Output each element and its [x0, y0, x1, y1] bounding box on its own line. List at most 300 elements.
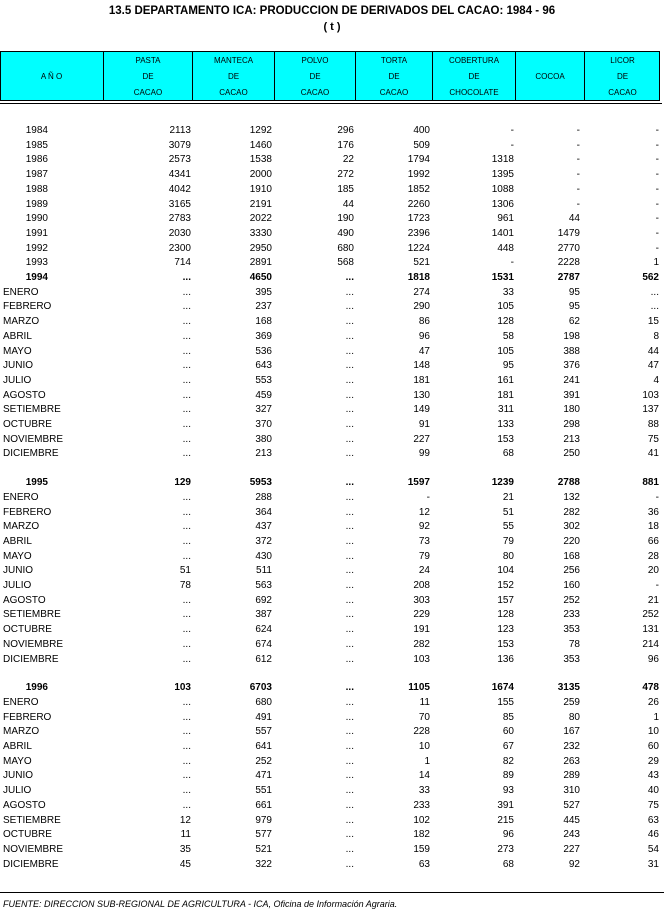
table-cell: 327 — [255, 404, 272, 416]
header-line: CHOCOLATE — [449, 87, 499, 97]
table-cell: - — [655, 580, 659, 591]
table-cell: 250 — [563, 448, 580, 460]
month-row — [0, 374, 664, 388]
header-pasta-de-cacao — [103, 52, 192, 100]
table-cell: 136 — [497, 653, 514, 665]
table-cell: ... — [182, 653, 191, 665]
table-cell: 2787 — [557, 272, 580, 283]
header-divider — [0, 103, 662, 104]
table-cell: 2396 — [407, 227, 430, 239]
row-label: 1985 — [25, 139, 48, 151]
table-cell: ... — [182, 448, 191, 460]
row-label: FEBRERO — [3, 711, 52, 723]
row-label: ABRIL — [3, 741, 32, 752]
year-row — [0, 183, 664, 197]
table-cell: 509 — [413, 139, 430, 151]
table-cell: 10 — [647, 726, 659, 738]
table-cell: ... — [345, 609, 354, 621]
table-cell: ... — [182, 799, 191, 811]
table-cell: 213 — [563, 433, 580, 445]
table-cell: ... — [182, 360, 191, 372]
header-manteca-de-cacao — [192, 52, 274, 100]
table-cell: 191 — [413, 624, 430, 636]
row-label: JUNIO — [3, 360, 33, 372]
year-row — [0, 212, 664, 226]
row-label: AGOSTO — [3, 594, 46, 606]
table-cell: 1318 — [491, 154, 514, 166]
table-cell: 1395 — [491, 169, 514, 181]
table-cell: ... — [182, 301, 191, 313]
table-cell: 133 — [497, 419, 514, 430]
table-cell: ... — [650, 286, 659, 298]
row-label: 1988 — [25, 183, 48, 195]
table-cell: ... — [345, 535, 354, 547]
row-label: JULIO — [3, 580, 32, 591]
table-cell: 153 — [497, 433, 514, 445]
table-cell: 149 — [413, 404, 430, 416]
table-cell: 490 — [337, 227, 354, 239]
table-cell: 2891 — [249, 257, 272, 269]
row-label: JULIO — [3, 785, 32, 797]
row-label: 1991 — [25, 227, 48, 239]
table-cell: 5953 — [249, 477, 272, 489]
table-cell: 353 — [563, 653, 580, 665]
table-cell: 6703 — [249, 682, 272, 694]
table-cell: 3330 — [249, 227, 272, 239]
row-label: 1989 — [25, 198, 48, 210]
table-cell: - — [510, 257, 514, 269]
table-cell: - — [510, 139, 514, 151]
month-row — [0, 769, 664, 783]
month-row — [0, 520, 664, 534]
table-cell: ... — [345, 374, 354, 386]
table-cell: 8 — [653, 330, 659, 342]
table-cell: 471 — [255, 770, 272, 782]
table-cell: ... — [345, 726, 354, 738]
table-cell: ... — [345, 594, 354, 606]
table-cell: 311 — [498, 404, 514, 416]
header-line: PASTA — [135, 55, 161, 65]
row-label: 1993 — [25, 257, 48, 269]
table-cell: - — [655, 242, 659, 254]
table-cell: 35 — [179, 843, 191, 855]
table-cell: ... — [182, 609, 191, 621]
table-cell: 491 — [255, 711, 272, 723]
table-cell: 75 — [647, 433, 659, 445]
table-cell: 2022 — [249, 213, 272, 225]
table-cell: 252 — [563, 594, 580, 606]
month-row — [0, 725, 664, 739]
row-label: JULIO — [3, 374, 32, 386]
table-cell: 82 — [502, 755, 514, 767]
table-cell: 400 — [413, 125, 430, 136]
table-cell: 44 — [568, 213, 580, 225]
header-polvo-de-cacao — [274, 52, 355, 100]
table-cell: 92 — [568, 858, 580, 870]
table-cell: 11 — [180, 829, 191, 841]
table-cell: 105 — [497, 345, 514, 357]
table-header — [0, 51, 660, 101]
table-cell: 4650 — [249, 272, 272, 283]
table-cell: 256 — [563, 565, 580, 577]
table-cell: 1597 — [407, 477, 430, 489]
table-cell: ... — [182, 755, 191, 767]
year-row — [0, 271, 664, 285]
table-cell: 46 — [647, 829, 659, 841]
table-cell: - — [576, 125, 580, 136]
table-cell: 233 — [413, 799, 430, 811]
table-cell: 643 — [255, 360, 272, 372]
table-cell: 168 — [255, 316, 272, 328]
table-cell: 51 — [179, 565, 191, 577]
month-row — [0, 564, 664, 578]
table-cell: 70 — [418, 711, 430, 723]
row-label: 1986 — [25, 154, 48, 166]
table-cell: - — [655, 491, 659, 503]
header-line: LICOR — [610, 55, 635, 65]
table-cell: 28 — [647, 550, 659, 562]
table-cell: 47 — [647, 360, 659, 372]
table-cell: 2788 — [557, 477, 580, 489]
table-cell: ... — [345, 521, 354, 533]
month-row — [0, 535, 664, 549]
table-cell: ... — [182, 506, 191, 518]
month-row — [0, 315, 664, 329]
table-cell: 220 — [563, 535, 580, 547]
row-label: NOVIEMBRE — [3, 638, 64, 650]
table-cell: 553 — [255, 374, 272, 386]
table-cell: 252 — [642, 609, 659, 621]
table-cell: 624 — [255, 624, 272, 636]
year-row — [0, 198, 664, 212]
table-cell: 881 — [642, 477, 659, 489]
table-cell: 2950 — [249, 242, 272, 254]
table-cell: 89 — [502, 770, 514, 782]
year-row — [0, 168, 664, 182]
table-cell: ... — [345, 682, 354, 694]
table-cell: ... — [345, 624, 354, 636]
row-label: ENERO — [3, 286, 39, 298]
table-cell: 1910 — [249, 183, 272, 195]
row-label: AGOSTO — [3, 799, 46, 811]
table-cell: 148 — [413, 360, 430, 372]
row-label: DICIEMBRE — [3, 448, 59, 460]
table-cell: 12 — [179, 814, 191, 826]
table-cell: 395 — [255, 286, 272, 298]
header-line: TORTA — [380, 55, 408, 65]
table-cell: 1723 — [407, 213, 430, 225]
month-row — [0, 359, 664, 373]
table-cell: 273 — [497, 843, 514, 855]
table-cell: 128 — [497, 316, 514, 328]
row-label: AGOSTO — [3, 389, 46, 401]
table-cell: ... — [182, 491, 191, 503]
table-cell: 159 — [413, 843, 430, 855]
month-row — [0, 755, 664, 769]
month-row — [0, 389, 664, 403]
table-cell: 674 — [255, 638, 272, 650]
table-cell: - — [655, 198, 659, 210]
header-line: POLVO — [301, 55, 329, 65]
table-cell: 478 — [642, 682, 659, 694]
table-cell: 60 — [502, 726, 514, 738]
table-cell: ... — [650, 301, 659, 313]
table-cell: 1 — [653, 711, 659, 723]
table-cell: 680 — [255, 696, 272, 708]
table-cell: 102 — [413, 814, 430, 826]
table-cell: 2783 — [168, 213, 191, 225]
row-label: ENERO — [3, 696, 39, 708]
table-cell: 353 — [563, 624, 580, 636]
table-cell: 96 — [502, 829, 514, 841]
table-cell: 43 — [647, 770, 659, 782]
table-cell: ... — [182, 316, 191, 328]
table-cell: 259 — [563, 696, 580, 708]
table-cell: ... — [182, 696, 191, 708]
row-label: FEBRERO — [3, 506, 52, 518]
table-cell: 364 — [255, 506, 272, 518]
row-label: OCTUBRE — [3, 829, 52, 841]
row-label: OCTUBRE — [3, 624, 52, 636]
table-cell: - — [576, 183, 580, 195]
table-cell: ... — [345, 785, 354, 797]
table-cell: 68 — [502, 858, 514, 870]
table-cell: 152 — [497, 580, 514, 591]
table-cell: 1 — [424, 755, 430, 767]
table-cell: - — [510, 125, 514, 136]
table-cell: 132 — [563, 491, 580, 503]
table-cell: 75 — [647, 799, 659, 811]
row-label: MARZO — [3, 316, 40, 328]
table-cell: 237 — [255, 301, 272, 313]
table-cell: 290 — [413, 301, 430, 313]
table-cell: 137 — [642, 404, 659, 416]
table-cell: 131 — [642, 624, 659, 636]
table-cell: 233 — [563, 609, 580, 621]
table-cell: ... — [345, 316, 354, 328]
table-cell: 26 — [647, 696, 659, 708]
table-cell: 2191 — [249, 198, 272, 210]
row-label: 1994 — [25, 272, 48, 283]
table-cell: 86 — [418, 316, 430, 328]
table-cell: 47 — [418, 345, 430, 357]
table-cell: ... — [182, 770, 191, 782]
table-cell: 2573 — [168, 154, 191, 166]
header-line: DE — [309, 71, 321, 81]
table-cell: ... — [345, 829, 354, 841]
row-label: JUNIO — [3, 770, 33, 782]
table-cell: 63 — [647, 814, 659, 826]
table-cell: ... — [345, 814, 354, 826]
table-cell: ... — [182, 638, 191, 650]
table-cell: ... — [345, 272, 354, 283]
table-cell: 3079 — [168, 139, 191, 151]
row-label: SETIEMBRE — [3, 609, 61, 621]
table-cell: 302 — [563, 521, 580, 533]
month-row — [0, 433, 664, 447]
table-cell: 1224 — [407, 242, 430, 254]
table-cell: 1306 — [491, 198, 514, 210]
table-cell: 21 — [647, 594, 659, 606]
table-cell: 123 — [497, 624, 514, 636]
table-cell: - — [576, 139, 580, 151]
month-row — [0, 711, 664, 725]
table-cell: 1992 — [407, 169, 430, 181]
table-cell: 96 — [418, 330, 430, 342]
table-cell: 511 — [256, 565, 272, 577]
table-cell: ... — [182, 389, 191, 401]
month-row — [0, 579, 664, 593]
table-cell: 979 — [255, 814, 272, 826]
table-cell: 79 — [418, 550, 430, 562]
row-label: SETIEMBRE — [3, 814, 61, 826]
table-cell: 437 — [255, 521, 272, 533]
table-cell: 2113 — [169, 125, 191, 136]
month-row — [0, 784, 664, 798]
header-line: CACAO — [300, 87, 330, 97]
table-cell: 1239 — [491, 477, 514, 489]
row-label: 1987 — [25, 169, 48, 181]
table-cell: 160 — [563, 580, 580, 591]
table-cell: 155 — [497, 696, 514, 708]
table-cell: 67 — [502, 741, 514, 752]
year-row — [0, 139, 664, 153]
table-cell: 1794 — [407, 154, 430, 166]
table-cell: 2030 — [168, 227, 191, 239]
table-cell: 63 — [418, 858, 430, 870]
table-cell: ... — [182, 726, 191, 738]
table-cell: 213 — [255, 448, 272, 460]
table-cell: 380 — [255, 433, 272, 445]
table-cell: 88 — [647, 419, 659, 430]
table-cell: 92 — [418, 521, 430, 533]
table-cell: 78 — [568, 638, 580, 650]
table-cell: 612 — [255, 653, 272, 665]
table-cell: ... — [345, 491, 354, 503]
table-cell: 551 — [255, 785, 272, 797]
table-cell: 568 — [337, 257, 354, 269]
row-label: MARZO — [3, 726, 40, 738]
table-cell: ... — [182, 550, 191, 562]
table-cell: 243 — [563, 829, 580, 841]
month-row — [0, 506, 664, 520]
table-cell: ... — [345, 711, 354, 723]
source-footnote: FUENTE: DIRECCION SUB-REGIONAL DE AGRICULTURA - ICA, Oficina de Información Agraria. — [3, 899, 398, 909]
table-cell: 62 — [568, 316, 580, 328]
table-cell: 80 — [502, 550, 514, 562]
month-row — [0, 418, 664, 432]
table-cell: 103 — [174, 682, 191, 694]
year-row — [0, 153, 664, 167]
table-cell: - — [576, 154, 580, 166]
row-label: MAYO — [3, 755, 32, 767]
table-cell: 215 — [497, 814, 514, 826]
table-cell: 562 — [642, 272, 659, 283]
table-cell: ... — [345, 770, 354, 782]
month-row — [0, 608, 664, 622]
table-cell: ... — [345, 433, 354, 445]
header-line: CACAO — [219, 87, 248, 97]
table-cell: ... — [182, 433, 191, 445]
table-cell: 214 — [642, 638, 659, 650]
table-cell: ... — [345, 858, 354, 870]
table-cell: - — [655, 169, 659, 181]
table-cell: ... — [345, 448, 354, 460]
table-cell: ... — [345, 419, 354, 430]
table-cell: ... — [345, 843, 354, 855]
table-cell: 2000 — [249, 169, 272, 181]
table-cell: 181 — [413, 374, 430, 386]
table-cell: 228 — [413, 726, 430, 738]
table-cell: ... — [182, 286, 191, 298]
month-row — [0, 814, 664, 828]
row-label: MARZO — [3, 521, 40, 533]
table-cell: ... — [182, 521, 191, 533]
month-row — [0, 403, 664, 417]
table-cell: ... — [182, 345, 191, 357]
month-row — [0, 858, 664, 872]
table-cell: - — [655, 213, 659, 225]
table-cell: 12 — [418, 506, 430, 518]
table-cell: ... — [182, 624, 191, 636]
year-row — [0, 242, 664, 256]
header-cobertura-de-chocolate — [432, 52, 515, 100]
row-label: ABRIL — [3, 535, 32, 547]
table-cell: ... — [345, 565, 354, 577]
table-cell: 521 — [413, 257, 430, 269]
month-row — [0, 300, 664, 314]
table-cell: 157 — [497, 594, 514, 606]
table-cell: 227 — [563, 843, 580, 855]
table-cell: 18 — [647, 521, 659, 533]
row-label: JUNIO — [3, 565, 33, 577]
table-cell: 181 — [497, 389, 514, 401]
row-label: ABRIL — [3, 330, 32, 342]
table-cell: 182 — [413, 829, 430, 841]
table-cell: ... — [182, 374, 191, 386]
month-row — [0, 550, 664, 564]
table-cell: 298 — [563, 419, 580, 430]
table-cell: 1531 — [491, 272, 514, 283]
month-row — [0, 843, 664, 857]
table-cell: 289 — [563, 770, 580, 782]
table-cell: 103 — [642, 389, 659, 401]
month-row — [0, 447, 664, 461]
row-label: DICIEMBRE — [3, 653, 59, 665]
table-cell: 1292 — [249, 125, 272, 136]
table-cell: 93 — [502, 785, 514, 797]
row-label: 1984 — [25, 125, 48, 136]
month-row — [0, 740, 664, 754]
table-cell: 15 — [647, 316, 659, 328]
table-cell: ... — [182, 741, 191, 752]
table-cell: 563 — [255, 580, 272, 591]
table-cell: ... — [345, 345, 354, 357]
table-cell: 31 — [647, 858, 659, 870]
table-cell: 45 — [179, 858, 191, 870]
table-cell: - — [655, 183, 659, 195]
row-label: NOVIEMBRE — [3, 433, 64, 445]
table-cell: 1538 — [249, 154, 272, 166]
month-row — [0, 330, 664, 344]
table-cell: 66 — [647, 535, 659, 547]
table-cell: 692 — [255, 594, 272, 606]
header-line: MANTECA — [213, 55, 254, 65]
table-cell: 303 — [413, 594, 430, 606]
month-row — [0, 286, 664, 300]
table-cell: ... — [345, 550, 354, 562]
table-cell: 430 — [255, 550, 272, 562]
